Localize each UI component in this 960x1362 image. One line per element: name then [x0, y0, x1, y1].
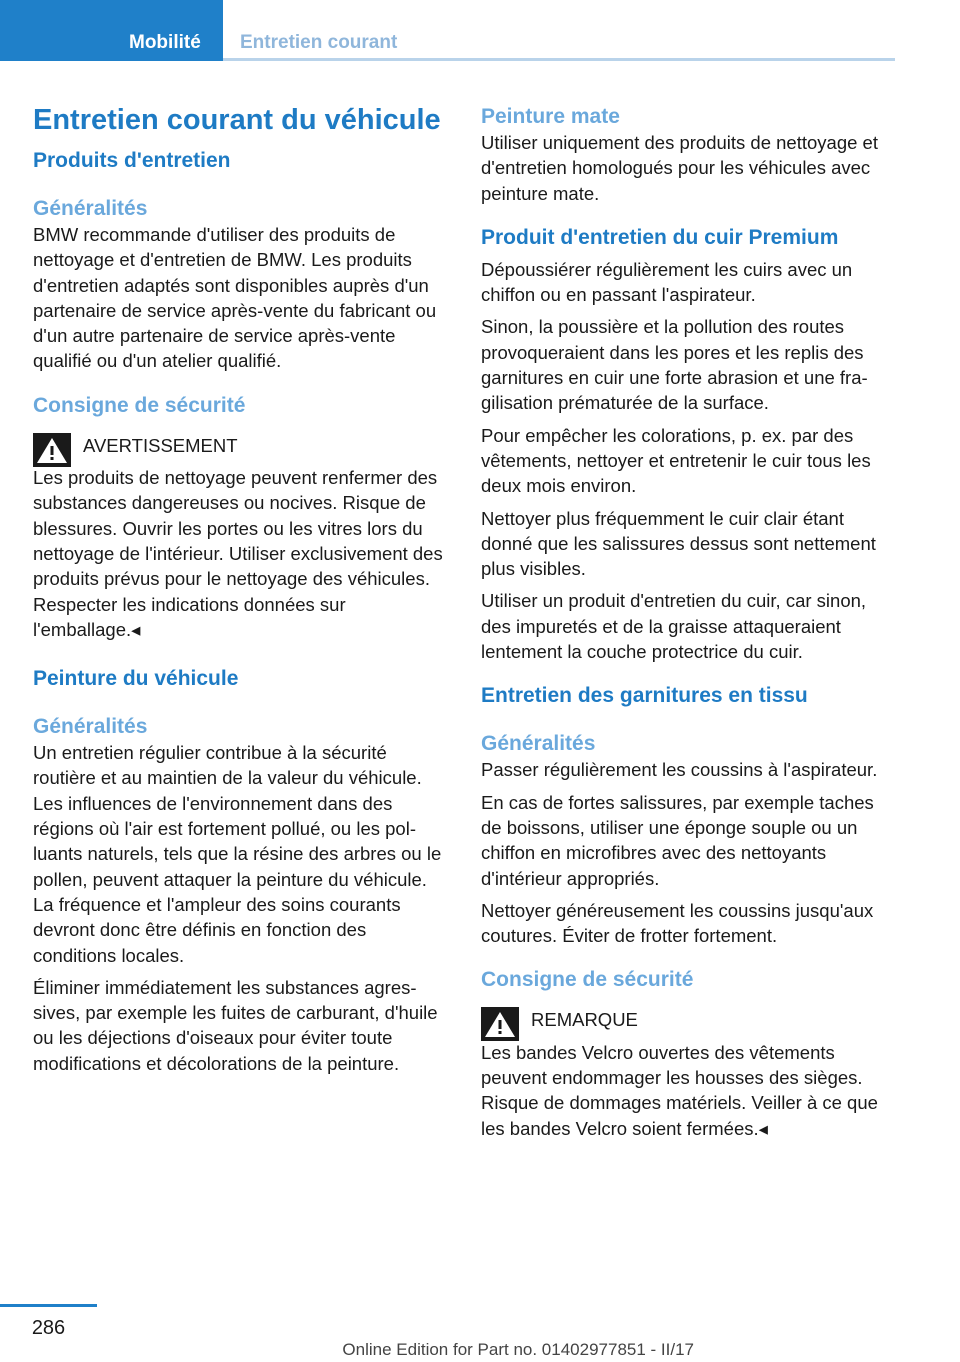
note-text-wrap	[481, 1040, 895, 1141]
edition-text: Online Edition for Part no. 01402977851 - II/17	[342, 1340, 694, 1359]
note-block	[481, 1007, 895, 1140]
tab-entretien-courant[interactable]: Entretien courant	[240, 32, 398, 53]
left-column	[33, 100, 448, 1083]
paragraph-peinture-1: Un entretien régulier contribue à la sécurité routière et au maintien de la valeur du véhicule. Les influences de l'environnement dans des régions où l'air est fortement pollué, ou les polluants naturels, tels que la résine des arbres ou le pollen, peuvent attaquer la peinture du véhicule. La fréquence et l'ampleur des soins courants devront donc être définis en fonction des conditions locales.	[33, 742, 442, 966]
warning-block	[33, 433, 448, 642]
paragraph-cuir-2: Sinon, la poussière et la pollution des routes provoqueraient dans les pores et les replis des garnitures en cuir une forte abrasion et une fragilisation prématurée de la surface.	[481, 316, 868, 414]
warning-text-wrap	[33, 465, 448, 642]
page-title: Entretien courant du véhicule	[33, 104, 441, 136]
note-label: REMARQUE	[531, 1009, 638, 1031]
subheading-generalites-tissu: Généralités	[481, 732, 596, 756]
paragraph-cuir-3: Pour empêcher les colorations, p. ex. par des vêtements, nettoyer et entretenir le cuir tous les deux mois environ.	[481, 424, 871, 497]
warning-label: AVERTISSEMENT	[83, 434, 238, 456]
paragraph-tissu-2: En cas de fortes salissures, par exemple taches de boissons, utiliser une éponge souple ou un chiffon en microfibres avec des nettoyants d'intérieur appropriés.	[481, 791, 874, 889]
tab-mobilite[interactable]: Mobilité	[129, 32, 201, 53]
warning-text: Les produits de nettoyage peuvent renfermer des substances dangereuses ou nocives. Risque de blessures. Ouvrir les portes ou les vitres lors du nettoyage de l'intérieur. Utiliser exclusivement des produits prévus pour le nettoyage des véhicules. Respecter les indications données sur l'emballage.◂	[33, 467, 443, 640]
note-text: Les bandes Velcro ouvertes des vêtements peuvent endommager les housses des sièges. Risque de dommages matériels. Veiller à ce que les bandes Velcro soient fermées.◂	[481, 1041, 878, 1139]
paragraph-tissu-1: Passer régulièrement les coussins à l'aspirateur.	[481, 759, 878, 781]
heading-cuir-premium: Produit d'entretien du cuir Premium	[481, 225, 839, 249]
heading-peinture-vehicule: Peinture du véhicule	[33, 667, 239, 691]
paragraph-cuir-1: Dépoussiérer régulièrement les cuirs avec un chiffon ou en passant l'aspirateur.	[481, 258, 853, 306]
warning-triangle-icon	[481, 1007, 519, 1041]
heading-produits-entretien: Produits d'entretien	[33, 149, 231, 172]
page-number: 286	[31, 1317, 66, 1339]
right-column	[481, 100, 895, 1141]
paragraph-generalites: BMW recommande d'utiliser des produits de nettoyage et d'entretien de BMW. Les produits d'entretien adaptés sont disponibles auprès d'un partenaire de service après-vente du fabricant ou d'un autre partenaire de service après-vente qualifié ou d'un atelier qualifié.	[33, 224, 437, 372]
subheading-generalites: Généralités	[33, 197, 148, 220]
subheading-consigne-securite-2: Consigne de sécurité	[481, 968, 694, 992]
subheading-peinture-mate: Peinture mate	[481, 105, 620, 128]
warning-triangle-icon	[33, 433, 71, 467]
paragraph-cuir-4: Nettoyer plus fréquemment le cuir clair étant donné que les salissures dessus sont nettement plus visibles.	[481, 507, 876, 580]
footer-rule	[0, 1304, 97, 1307]
paragraph-peinture-2: Éliminer immédiatement les substances agressives, par exemple les fuites de carburant, d'huile ou les déjections d'oiseaux pour éviter toute modifications et décolorations de la peinture.	[33, 976, 438, 1074]
subheading-consigne-securite: Consigne de sécurité	[33, 393, 246, 417]
paragraph-cuir-5: Utiliser un produit d'entretien du cuir, car sinon, des impuretés et de la graisse attaqueraient lentement la couche protectrice du cuir.	[481, 590, 867, 663]
paragraph-tissu-3: Nettoyer généreusement les coussins jusqu'aux coutures. Éviter de frotter fortement.	[481, 899, 874, 947]
paragraph-peinture-mate: Utiliser uniquement des produits de nettoyage et d'entretien homologués pour les véhicules avec peinture mate.	[481, 132, 878, 204]
subheading-generalites-peinture: Généralités	[33, 715, 148, 739]
heading-garnitures-tissu: Entretien des garnitures en tissu	[481, 684, 808, 708]
